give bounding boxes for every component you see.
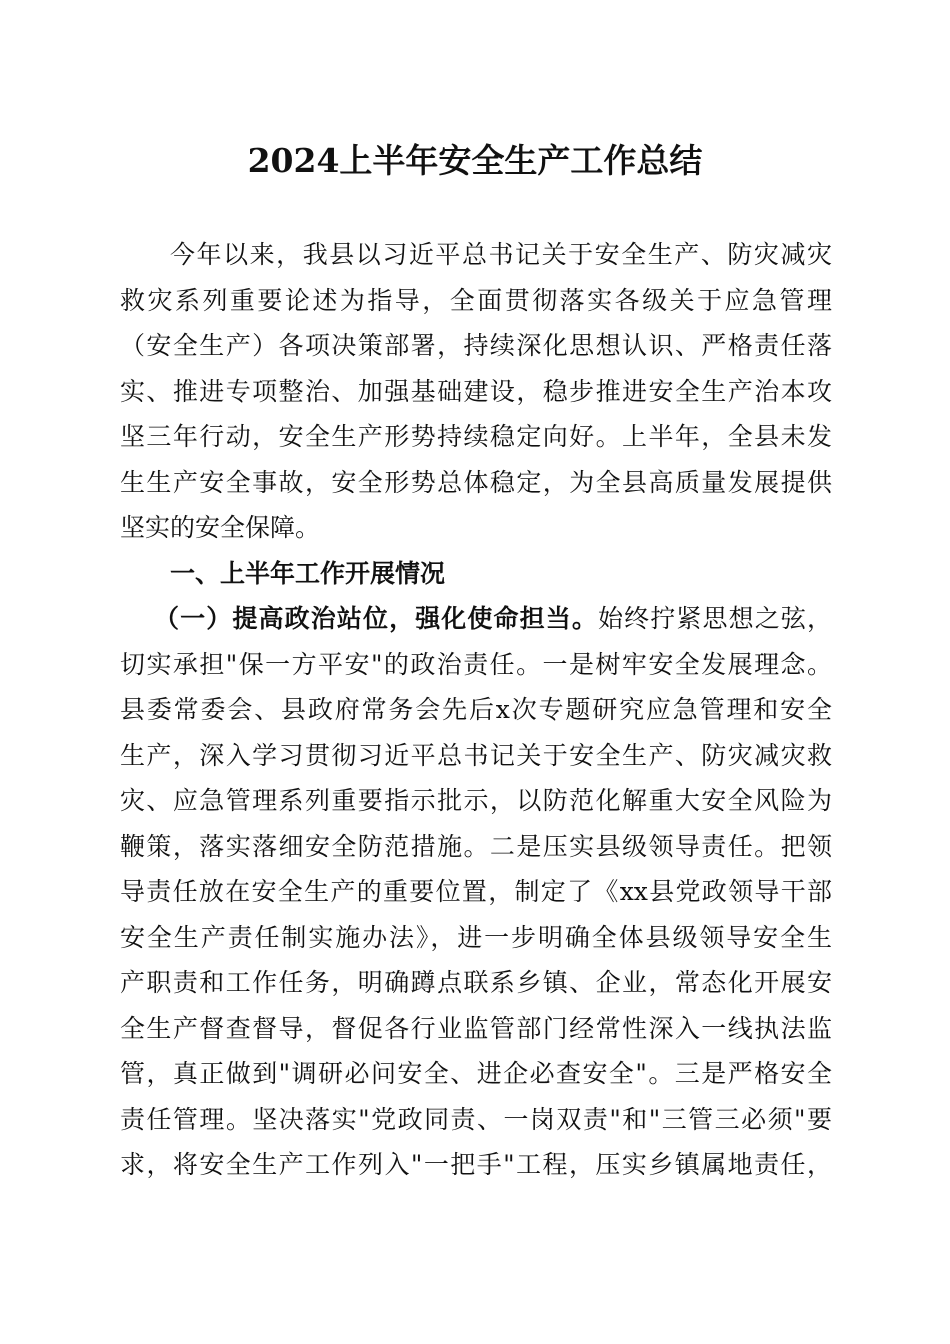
paragraph-line: 灾、应急管理系列重要指示批示，以防范化解重大安全风险为 [120,786,832,815]
paragraph-line: 导责任放在安全生产的重要位置，制定了《xx县党政领导干部 [120,877,832,906]
paragraph-line: 切实承担"保一方平安"的政治责任。一是树牢安全发展理念。 [120,649,832,679]
document-body [120,232,832,1188]
paragraph-line: 生生产安全事故，安全形势总体稳定，为全县高质量发展提供 [120,467,832,497]
paragraph-line: 县委常委会、县政府常务会先后x次专题研究应急管理和安全 [120,695,832,724]
paragraph-line: 坚实的安全保障。 [120,513,321,542]
intro-paragraph [120,232,832,551]
paragraph-line: 生产，深入学习贯彻习近平总书记关于安全生产、防灾减灾救 [120,740,832,770]
paragraph-line: 全生产督查督导，督促各行业监管部门经常性深入一线执法监 [120,1013,832,1043]
paragraph-line: 救灾系列重要论述为指导，全面贯彻落实各级关于应急管理 [120,285,832,315]
paragraph-line: 安全生产责任制实施办法》，进一步明确全体县级领导安全生 [120,922,832,952]
paragraph-line: 管，真正做到"调研必问安全、进企必查安全"。三是严格安全 [120,1059,832,1088]
paragraph-line: 鞭策，落实落细安全防范措施。二是压实县级领导责任。把领 [120,831,832,861]
paragraph-line: 实、推进专项整治、加强基础建设，稳步推进安全生产治本攻 [120,376,832,406]
document-title: 2024上半年安全生产工作总结 [247,141,703,180]
subsection-heading: （一）提高政治站位，强化使命担当。 [154,604,599,633]
subsection-paragraph [120,596,832,1188]
paragraph-line: 产职责和工作任务，明确蹲点联系乡镇、企业，常态化开展安 [120,968,832,997]
paragraph-line [120,596,832,642]
paragraph-line: 求，将安全生产工作列入"一把手"工程，压实乡镇属地责任， [120,1150,832,1179]
section-heading: 一、上半年工作开展情况 [170,558,446,588]
paragraph-line: 责任管理。坚决落实"党政同责、一岗双责"和"三管三必须"要 [120,1104,832,1134]
paragraph-line: 坚三年行动，安全生产形势持续稳定向好。上半年，全县未发 [120,422,832,451]
paragraph-text: 始终拧紧思想之弦， [598,604,832,633]
paragraph-line: （安全生产）各项决策部署，持续深化思想认识、严格责任落 [120,331,832,360]
paragraph-line: 今年以来，我县以习近平总书记关于安全生产、防灾减灾 [170,240,832,269]
